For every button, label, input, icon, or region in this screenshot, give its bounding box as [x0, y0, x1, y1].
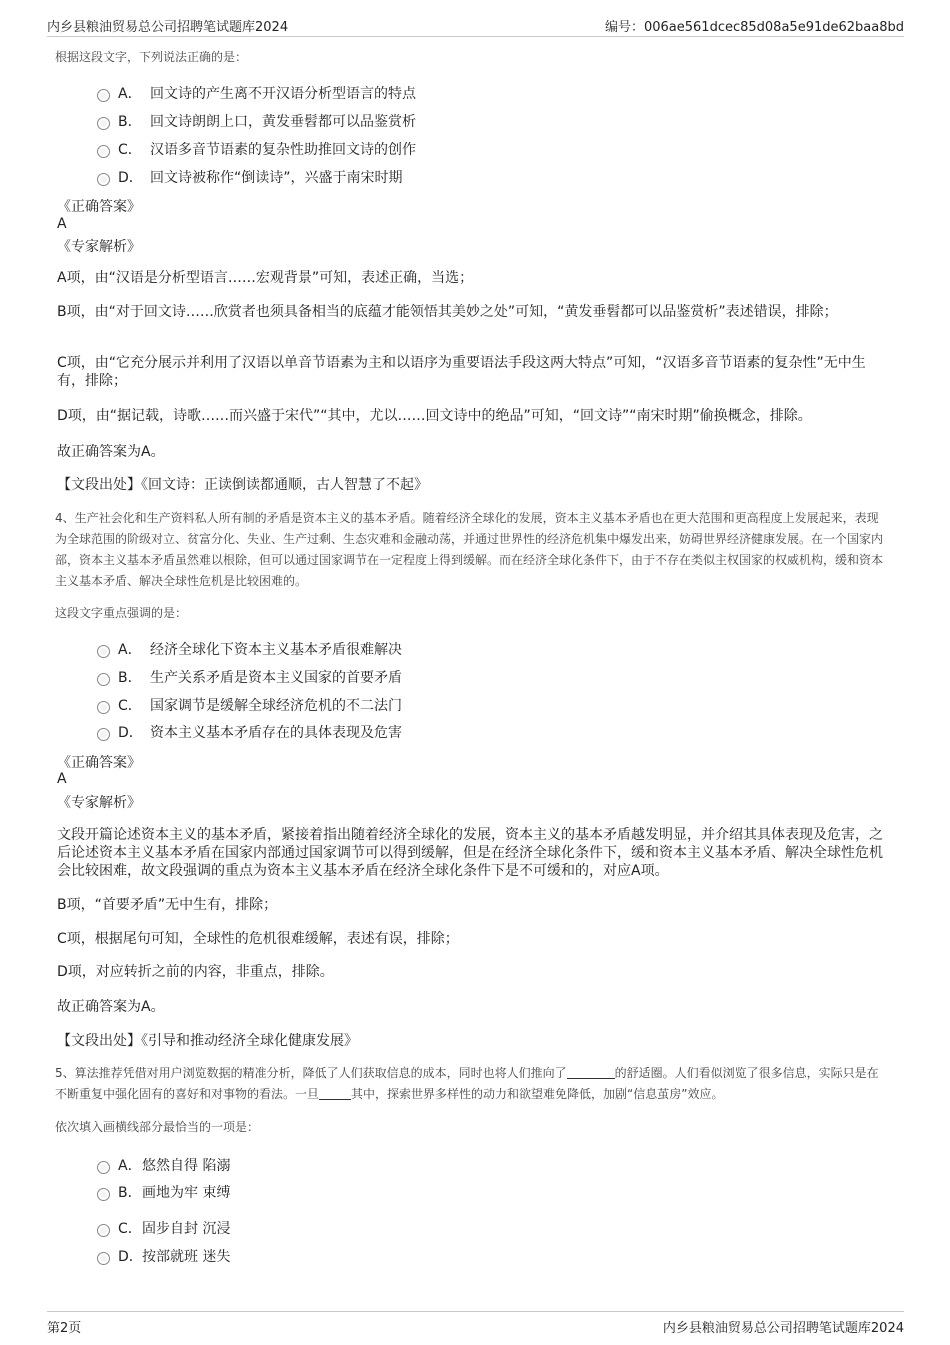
radio-icon[interactable] [97, 673, 110, 686]
header-title: 内乡县粮油贸易总公司招聘笔试题库2024 [47, 20, 289, 35]
q3-option-b[interactable]: B． 回文诗朗朗上口，黄发垂髫都可以品鉴赏析 [97, 111, 416, 131]
q3-analysis-b: B项，由“对于回文诗……欣赏者也须具备相当的底蕴才能领悟其美妙之处”可知，“黄发垂髫都可以品鉴赏析”表述错误，排除； [57, 304, 838, 320]
page-header [47, 14, 904, 37]
q5-option-c[interactable]: C．固步自封 沉浸 [97, 1218, 230, 1238]
q4-option-b[interactable]: B． 生产关系矛盾是资本主义国家的首要矛盾 [97, 667, 402, 687]
q4-source: 【文段出处】《引导和推动经济全球化健康发展》 [57, 1033, 358, 1049]
q3-source: 【文段出处】《回文诗：正读倒读都通顺，古人智慧了不起》 [57, 477, 428, 493]
radio-icon[interactable] [97, 173, 110, 186]
q3-analysis-c: C项，由“它充分展示并利用了汉语以单音节语素为主和以语序为重要语法手段这两大特点”可知，“汉语多音节语素的复杂性”无中生有，排除； [57, 355, 866, 389]
page-number: 第2页 [47, 1321, 82, 1336]
q5-option-a[interactable]: A．悠然自得 陷溺 [97, 1155, 230, 1175]
q3-option-a[interactable]: A． 回文诗的产生离不开汉语分析型语言的特点 [97, 83, 416, 103]
radio-icon[interactable] [97, 1252, 110, 1265]
q4-analysis-b: B项，“首要矛盾”无中生有，排除； [57, 897, 278, 913]
q5-option-d[interactable]: D．按部就班 迷失 [97, 1246, 230, 1266]
q3-analysis-a: A项，由“汉语是分析型语言……宏观背景”可知，表述正确，当选； [57, 270, 474, 286]
q4-passage: 4、生产社会化和生产资料私人所有制的矛盾是资本主义的基本矛盾。随着经济全球化的发展，资本主义基本矛盾也在更大范围和更高程度上发展起来，表现为全球范围的阶级对立、贫富分化、失业、生产过剩、生态灾难和金融动荡，并通过世界性的经济危机集中爆发出来，妨碍世界经济健康发展。在一个国家内部，资本主义基本矛盾虽然难以根除，但可以通过国家调节在一定程度上得到缓解。而在经济全球化条件下，由于不存在类似主权国家的权威机构，缓和资本主义基本矛盾、解决全球性危机是比较困难的。 [55, 511, 884, 588]
radio-icon[interactable] [97, 145, 110, 158]
q4-conclusion: 故正确答案为A。 [57, 999, 165, 1015]
q5-prompt: 依次填入画横线部分最恰当的一项是： [55, 1120, 260, 1134]
q3-analysis-label: 《专家解析》 [57, 239, 141, 255]
q5-option-b[interactable]: B．画地为牢 束缚 [97, 1182, 230, 1202]
radio-icon[interactable] [97, 701, 110, 714]
q4-analysis-c: C项，根据尾句可知，全球性的危机很难缓解，表述有误，排除； [57, 931, 459, 947]
q4-prompt: 这段文字重点强调的是： [55, 606, 188, 620]
q4-answer-label: 《正确答案》 [57, 755, 141, 771]
q3-option-d[interactable]: D． 回文诗被称作“倒读诗”，兴盛于南宋时期 [97, 167, 403, 187]
q4-analysis-main: 文段开篇论述资本主义的基本矛盾，紧接着指出随着经济全球化的发展，资本主义的基本矛盾越发明显，并介绍其具体表现及危害，之后论述资本主义基本矛盾在国家内部通过国家调节可以得到缓解，但是在经济全球化条件下，缓和资本主义基本矛盾、解决全球性危机会比较困难，故文段强调的重点为资本主义基本矛盾在经济全球化条件下是不可缓和的，对应A项。 [57, 827, 883, 879]
radio-icon[interactable] [97, 1188, 110, 1201]
page-footer [47, 1311, 904, 1336]
q4-analysis-d: D项，对应转折之前的内容，非重点，排除。 [57, 964, 334, 980]
q4-analysis-label: 《专家解析》 [57, 795, 141, 811]
q4-option-a[interactable]: A． 经济全球化下资本主义基本矛盾很难解决 [97, 639, 402, 659]
q3-analysis-d: D项，由“据记载，诗歌……而兴盛于宋代”“其中，尤以……回文诗中的绝品”可知，“回文诗”“南宋时期”偷换概念，排除。 [57, 408, 812, 424]
q4-option-d[interactable]: D． 资本主义基本矛盾存在的具体表现及危害 [97, 722, 402, 742]
q4-answer: A [57, 771, 67, 787]
radio-icon[interactable] [97, 728, 110, 741]
footer-title: 内乡县粮油贸易总公司招聘笔试题库2024 [662, 1321, 904, 1336]
q3-answer-label: 《正确答案》 [57, 199, 141, 215]
q3-answer: A [57, 216, 67, 232]
radio-icon[interactable] [97, 117, 110, 130]
radio-icon[interactable] [97, 89, 110, 102]
q3-option-c[interactable]: C． 汉语多音节语素的复杂性助推回文诗的创作 [97, 139, 416, 159]
radio-icon[interactable] [97, 1161, 110, 1174]
radio-icon[interactable] [97, 645, 110, 658]
fill-blank [567, 1066, 615, 1079]
q4-option-c[interactable]: C． 国家调节是缓解全球经济危机的不二法门 [97, 695, 402, 715]
radio-icon[interactable] [97, 1224, 110, 1237]
fill-blank [319, 1087, 351, 1100]
document-id: 编号：006ae561dcec85d08a5e91de62baa8bd [604, 20, 904, 35]
q3-prompt: 根据这段文字，下列说法正确的是： [55, 50, 248, 64]
q3-conclusion: 故正确答案为A。 [57, 444, 165, 460]
q5-passage: 5、算法推荐凭借对用户浏览数据的精准分析，降低了人们获取信息的成本，同时也将人们推向了 的舒适圈。人们看似浏览了很多信息，实际只是在不断重复中强化固有的喜好和对事物的看法。一旦 其中，探索世界多样性的动力和欲望难免降低，加剧“信息茧房”效应。 [55, 1066, 879, 1101]
